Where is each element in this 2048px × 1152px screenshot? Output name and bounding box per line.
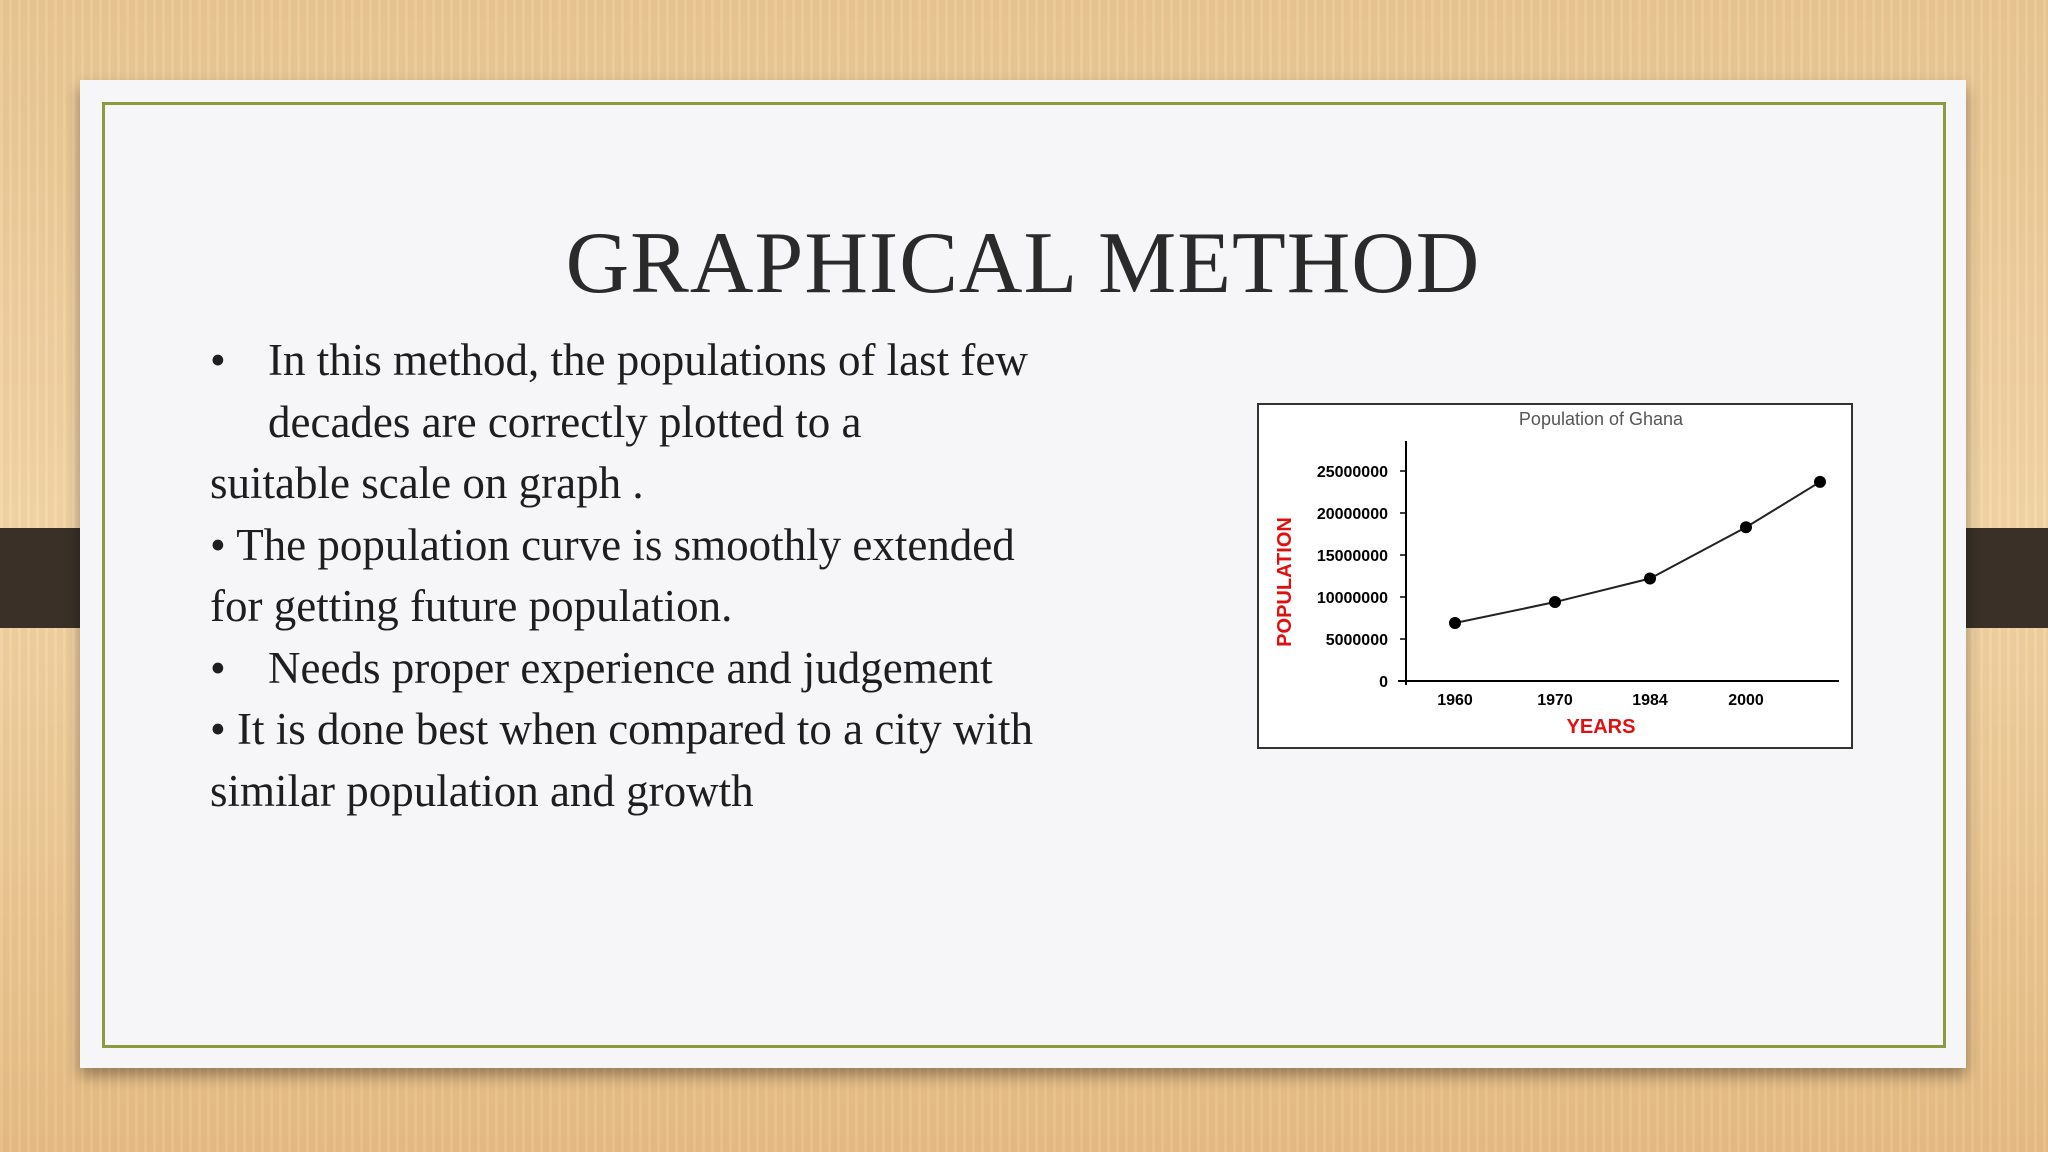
text-line: decades are correctly plotted to a [268, 396, 862, 447]
text-line: • Needs proper experience and judgement [210, 638, 1150, 700]
data-point [1549, 596, 1561, 608]
text-line: • The population curve is smoothly extended [210, 519, 1015, 570]
x-axis-label: YEARS [1566, 716, 1636, 738]
bullet-marker: • [210, 335, 226, 385]
y-axis-label: POPULATION [1274, 517, 1296, 647]
population-chart [1257, 403, 1853, 749]
body-text [210, 330, 1150, 822]
x-tick-label: 2000 [1728, 692, 1764, 709]
chart-title: Population of Ghana [1518, 409, 1684, 429]
text-line: similar population and growth [210, 765, 754, 816]
text-line: suitable scale on graph . [210, 458, 644, 508]
slide [80, 80, 1966, 1068]
chart-svg [1259, 405, 1851, 747]
y-tick-label: 25000000 [1316, 464, 1388, 481]
x-tick-label: 1984 [1632, 692, 1668, 709]
data-point [1644, 573, 1656, 585]
bullet-marker: • [210, 642, 226, 693]
y-tick-label: 15000000 [1316, 548, 1388, 565]
data-point [1740, 521, 1752, 533]
x-tick-label: 1960 [1437, 692, 1473, 709]
y-tick-label: 5000000 [1325, 632, 1388, 649]
y-tick-label: 20000000 [1316, 506, 1388, 523]
text-line: for getting future population. [210, 581, 733, 631]
population-series-line [1455, 482, 1820, 623]
text-line: • It is done best when compared to a city with [210, 704, 1034, 754]
data-point [1449, 617, 1461, 629]
slide-title: GRAPHICAL METHOD [565, 215, 1481, 312]
y-tick-label: 0 [1379, 674, 1388, 691]
y-tick-label: 10000000 [1316, 590, 1388, 607]
x-tick-label: 1970 [1537, 692, 1573, 709]
text-line: • In this method, the populations of last few [210, 330, 1150, 392]
data-point [1814, 476, 1826, 488]
